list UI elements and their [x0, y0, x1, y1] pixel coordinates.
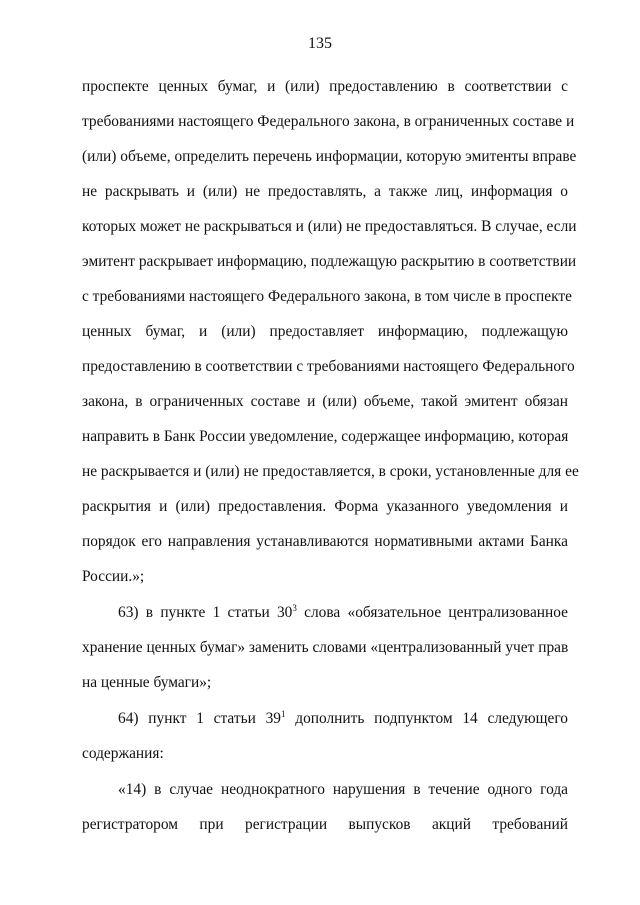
text-line: ценных бумаг, и (или) предоставляет информацию, подлежащую — [82, 323, 568, 340]
text-line: (или) объеме, определить перечень информации, которую эмитенты вправе — [82, 148, 577, 165]
text-line: на ценные бумаги»; — [82, 674, 212, 691]
page-number: 135 — [308, 35, 332, 52]
text-line: России.»; — [82, 568, 145, 585]
item-64-lead: 64) пункт 1 статьи 39 — [118, 710, 281, 727]
text-line: проспекте ценных бумаг, и (или) предоставлению в соответствии с — [82, 78, 568, 95]
text-line: «14) в случае неоднократного нарушения в течение одного года — [118, 781, 568, 798]
text-line: хранение ценных бумаг» заменить словами «централизованный учет прав — [82, 639, 569, 656]
item-63-rest: слова «обязательное централизованное — [296, 604, 568, 621]
item-64-line — [118, 709, 568, 729]
text-line: эмитент раскрывает информацию, подлежащую раскрытию в соответствии — [82, 253, 577, 270]
text-line: закона, в ограниченных составе и (или) объеме, такой эмитент обязан — [82, 393, 568, 410]
text-line: с требованиями настоящего Федерального закона, в том числе в проспекте — [82, 288, 572, 305]
text-line: которых может не раскрываться и (или) не предоставляться. В случае, если — [82, 218, 577, 235]
text-line: направить в Банк России уведомление, содержащее информацию, которая — [82, 428, 569, 445]
item-64-superscript: 1 — [280, 708, 286, 719]
text-line: предоставлению в соответствии с требованиями настоящего Федерального — [82, 358, 575, 375]
text-line: не раскрывать и (или) не предоставлять, а также лиц, информация о — [82, 183, 568, 200]
item-63-superscript: 3 — [292, 602, 297, 613]
text-line: требованиями настоящего Федерального закона, в ограниченных составе и — [82, 113, 575, 130]
item-63-line — [118, 603, 568, 623]
text-line: регистратором при регистрации выпусков акций требований — [82, 816, 568, 833]
item-64-rest: дополнить подпунктом 14 следующего — [285, 710, 568, 727]
text-line: содержания: — [82, 745, 164, 762]
text-line: порядок его направления устанавливаются нормативными актами Банка — [82, 533, 568, 550]
item-63-lead: 63) в пункте 1 статьи 30 — [118, 604, 293, 621]
text-line: не раскрывается и (или) не предоставляется, в сроки, установленные для ее — [82, 463, 579, 480]
text-line: раскрытия и (или) предоставления. Форма указанного уведомления и — [82, 498, 568, 515]
